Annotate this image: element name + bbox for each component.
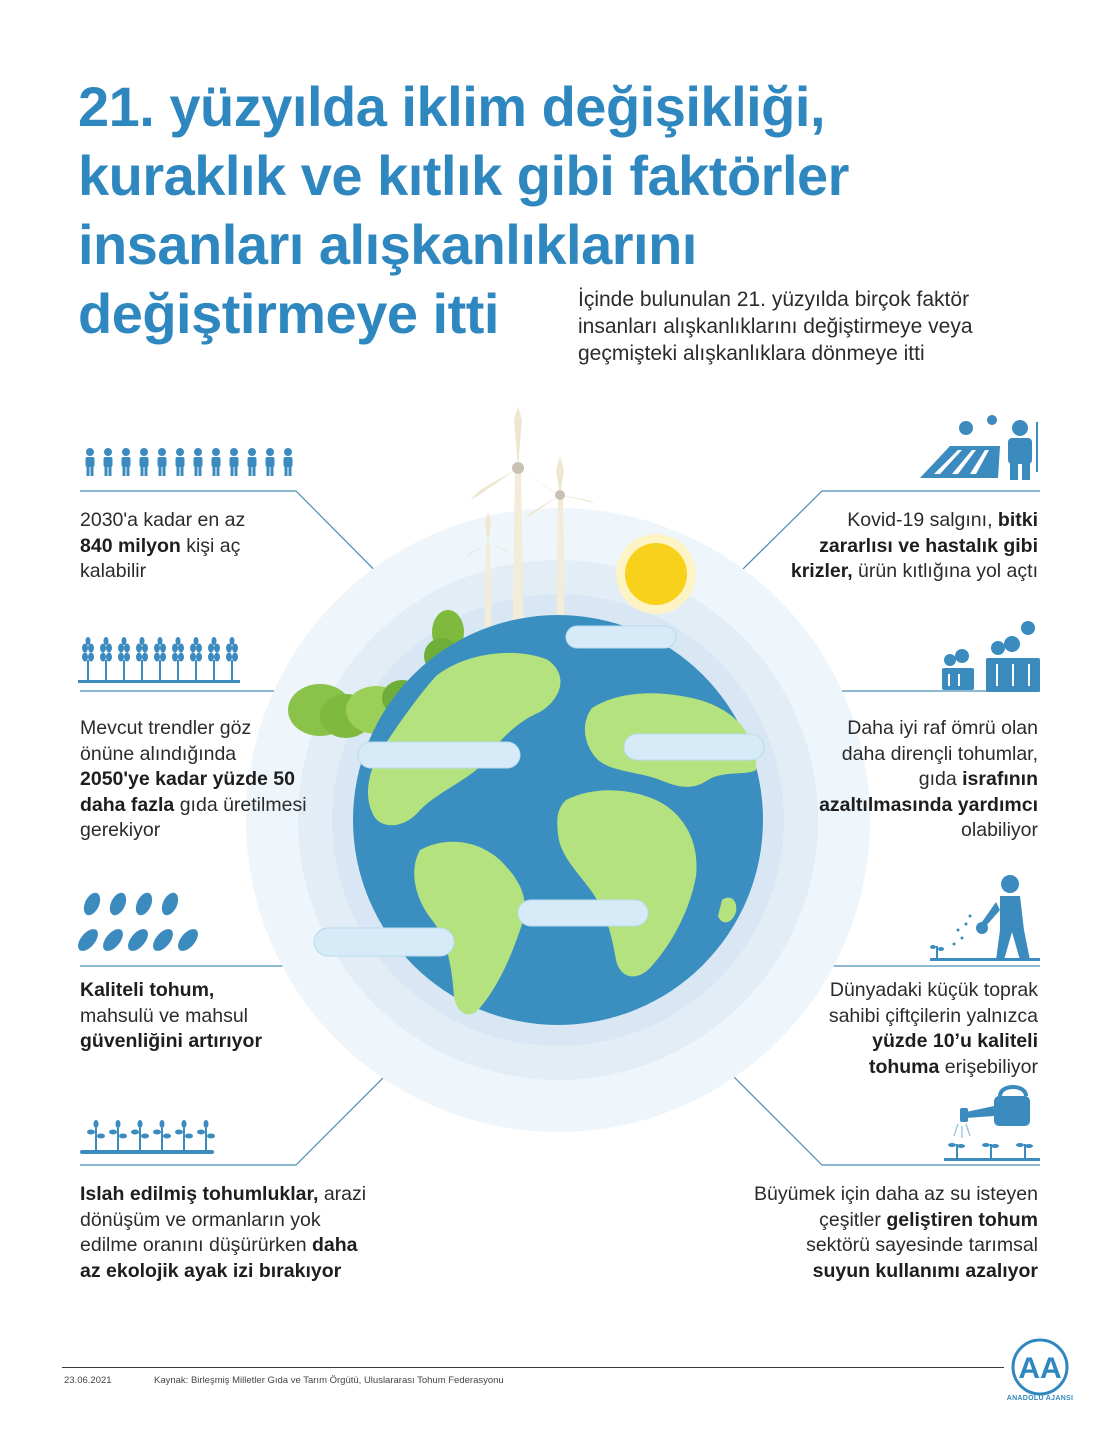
right-info-3 [829,978,1038,1080]
right-2-line-3: gıda [918,768,963,790]
left-1-line-3: kalabilir [80,560,147,582]
seeds-icon [74,890,201,954]
baskets-icon [942,621,1040,692]
right-1-line-1: Kovid-19 salgını, [847,509,998,531]
agency-logo [1010,1337,1070,1397]
left-3-line-2: mahsulü ve mahsul [80,1004,248,1027]
left-4-line-3-bold: daha [311,1234,358,1256]
left-3-line-3-bold: güvenliğini artırıyor [80,1030,263,1052]
right-1-line-2-bold: zararlısı ve hastalık gibi [819,534,1038,557]
subtitle-line-1: İçinde bulunulan 21. yüzyılda birçok faktör [578,288,970,311]
left-2-line-3-bold: 2050'ye kadar yüzde 50 [80,768,295,790]
people-icon [86,448,293,476]
left-3-line-1-bold: Kaliteli tohum, [80,979,215,1001]
left-4-line-4-bold: az ekolojik ayak izi bırakıyor [80,1259,342,1282]
right-3-line-2: sahibi çiftçilerin yalnızca [828,1004,1038,1027]
right-3-line-3-bold: yüzde 10’u kaliteli [872,1030,1038,1052]
left-info-3 [80,978,262,1055]
right-2-line-4-bold: azaltılmasında yardımcı [819,793,1038,816]
right-2-line-3-bold: israfının [962,768,1038,790]
left-4-line-2: dönüşüm ve ormanların yok [80,1208,321,1231]
sun-icon [616,534,696,614]
logo-letters: AA [1018,1352,1062,1385]
water-drops [954,1124,970,1138]
left-info-4 [80,1182,366,1284]
left-1-line-1: 2030'a kadar en az [80,509,246,531]
left-info-1 [80,508,245,585]
left-2-line-4-rest: gıda üretilmesi [174,793,307,816]
left-1-line-2-bold: 840 milyon [80,534,181,557]
farmer-icon [920,415,1038,480]
left-2-line-1: Mevcut trendler göz [80,717,252,739]
left-2-line-4-bold: daha fazla [80,793,175,816]
right-info-4 [754,1182,1038,1284]
right-info-1 [791,508,1038,585]
footer-divider [62,1367,1004,1368]
footer-date: 23.06.2021 [64,1375,112,1386]
globe-icon [353,615,763,1025]
agency-name: ANADOLU AJANSI [1006,1395,1074,1402]
subtitle-line-3: geçmişteki alışkanlıklara dönmeye itti [578,342,925,365]
left-4-line-3: edilme oranını düşürürken [80,1234,312,1256]
right-2-line-1: Daha iyi raf ömrü olan [847,717,1038,739]
right-4-line-2-bold: geliştiren tohum [886,1208,1038,1231]
right-1-line-3-rest: ürün kıtlığına yol açtı [852,560,1038,582]
left-1-line-2-rest: kişi aç [180,534,241,557]
right-2-line-5: olabiliyor [961,819,1038,841]
left-4-line-1-rest: arazi [318,1183,367,1205]
sprouts-icon [80,1120,215,1154]
footer-source: Kaynak: Birleşmiş Milletler Gıda ve Tarım Örgütü, Uluslararası Tohum Federasyonu [154,1375,504,1386]
right-3-line-4-rest: erişebiliyor [939,1055,1038,1078]
right-info-2 [819,716,1038,844]
title-line-1: 21. yüzyılda iklim değişikliği, [78,75,826,138]
right-4-line-2: çeşitler [819,1208,887,1231]
left-2-line-2: önüne alındığında [80,742,237,765]
right-4-line-4-bold: suyun kullanımı azalıyor [812,1259,1038,1282]
left-info-2 [80,716,307,844]
right-1-line-1-bold: bitki [997,509,1038,531]
subtitle-line-2: insanları alışkanlıklarını değiştirmeye veya [578,315,973,338]
right-3-line-4-bold: tohuma [868,1055,940,1078]
right-4-line-1: Büyümek için daha az su isteyen [754,1183,1038,1205]
planting-person-icon [930,875,1040,961]
right-1-line-3-bold: krizler, [790,560,853,582]
right-2-line-2: daha dirençli tohumlar, [841,742,1038,765]
right-3-line-1: Dünyadaki küçük toprak [829,979,1038,1001]
left-4-line-1-bold: Islah edilmiş tohumluklar, [80,1183,319,1205]
watering-can-icon [944,1087,1040,1161]
wheat-icon [78,637,240,683]
title-line-3: insanları alışkanlıklarını [78,213,697,276]
left-2-line-5: gerekiyor [80,819,161,841]
right-4-line-3: sektörü sayesinde tarımsal [806,1234,1038,1256]
title-line-2: kuraklık ve kıtlık gibi faktörler [78,144,849,207]
title-line-4: değiştirmeye itti [78,282,499,345]
